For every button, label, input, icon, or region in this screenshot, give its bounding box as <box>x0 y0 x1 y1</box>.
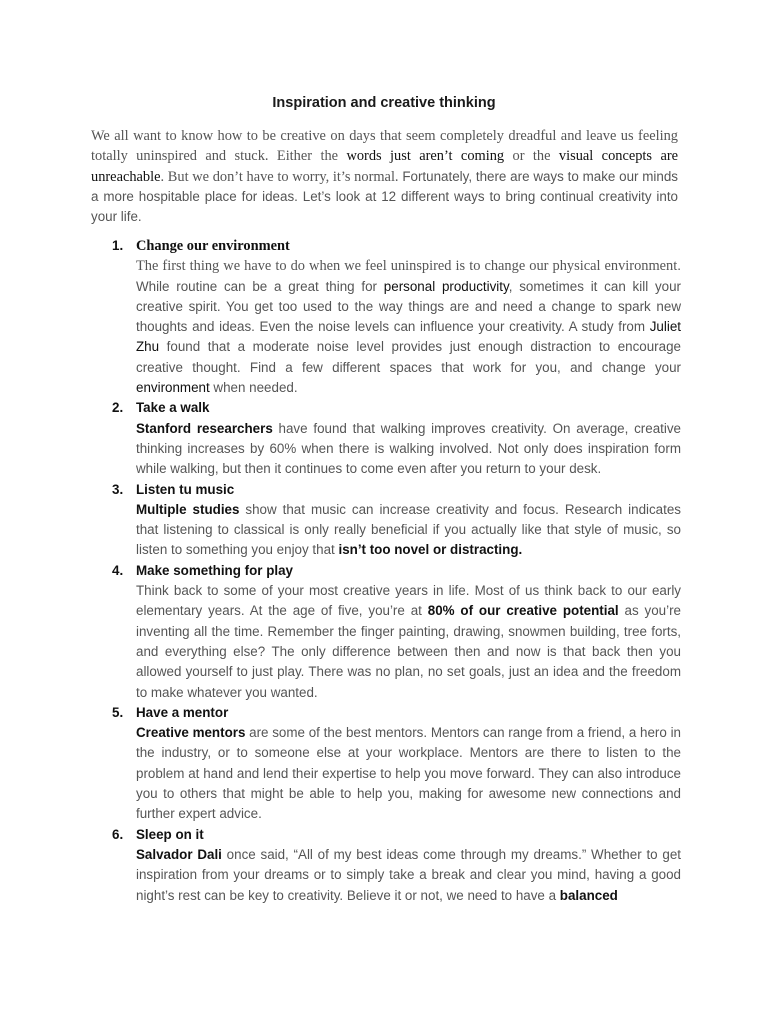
item-link[interactable]: personal productivity <box>383 278 509 294</box>
item-link[interactable]: Creative mentors <box>136 725 246 741</box>
item-body <box>136 581 681 703</box>
intro-text-2: or the <box>504 148 559 165</box>
item-link[interactable]: environment <box>136 380 210 396</box>
item-title: Have a mentor <box>136 704 229 720</box>
list-item <box>91 561 681 703</box>
item-link[interactable]: Multiple studies <box>136 501 240 517</box>
item-link[interactable]: Salvador Dali <box>136 846 222 862</box>
list-item <box>91 480 681 561</box>
item-body <box>136 256 681 398</box>
item-link[interactable]: isn’t too novel or distracting. <box>338 542 523 558</box>
item-body <box>136 723 681 824</box>
list-item <box>91 398 681 479</box>
item-text: once said, “All of my best ideas come through my dreams.” Whether to get inspiration from your dreams or to simply take a break and clear you mind, having a good night’s rest can be key to creativity. Believe it or not, we need to have a <box>136 846 681 903</box>
item-text: are some of the best mentors. Mentors can range from a friend, a hero in the industry, or to someone else at your workplace. Mentors are there to listen to the problem at hand and lend their expertise to help you move forward. They can also introduce you to others that might be able to help you, making for awesome new connections and further expert advice. <box>136 725 681 822</box>
item-body <box>136 845 681 906</box>
item-title: Change our environment <box>136 238 290 254</box>
item-body <box>136 500 681 561</box>
document-title: Inspiration and creative thinking <box>272 95 496 111</box>
list-item <box>91 825 681 906</box>
intro-link-visual[interactable]: visual concepts are unreachable <box>91 148 679 185</box>
intro-text-1: We all want to know how to be creative on days that seem completely dreadful and leave us feeling totally uninspired and stuck. Either the <box>91 128 678 165</box>
intro-paragraph <box>91 126 678 227</box>
item-text: as you’re inventing all the time. Remember the finger painting, drawing, snowmen building, tree forts, and everything else? The only difference between then and now is that back then you allowed yourself to just play. There was no plan, no set goals, just an idea and the freedom to make whatever you wanted. <box>136 603 682 700</box>
item-title: Sleep on it <box>136 826 204 842</box>
item-link[interactable]: Stanford researchers <box>136 420 273 436</box>
item-link[interactable]: 80% of our creative potential <box>427 603 619 619</box>
item-text: . While routine can be a great thing for <box>136 258 681 294</box>
item-number: 4. <box>112 562 124 578</box>
list-item <box>91 703 681 825</box>
tips-list <box>91 236 681 906</box>
item-number: 3. <box>112 481 124 497</box>
item-text: show that music can increase creativity and focus. Research indicates that listening to classical is only really beneficial if you actually like that style of music, so listen to something you enjoy that <box>136 501 681 558</box>
list-item <box>91 236 681 398</box>
item-text: have found that walking improves creativity. On average, creative thinking increases by 60% when there is walking involved. Not only does inspiration form while walking, but then it continues to come even after you return to your desk. <box>136 420 681 477</box>
item-text: found that a moderate noise level provides just enough distraction to encourage creative thought. Find a few different spaces that work for you, and change your <box>136 339 681 375</box>
item-number: 5. <box>112 704 124 720</box>
item-text: when needed. <box>209 380 298 396</box>
item-text: The first thing we have to do when we feel uninspired is to change our physical environment <box>136 258 678 275</box>
item-text: , sometimes it can kill your creative spirit. You get too used to the way things are and need a change to spark new thoughts and ideas. Even the noise levels can influence your creativity. A study from <box>136 278 682 335</box>
item-title: Listen tu music <box>136 481 235 497</box>
item-text: Think back to some of your most creative years in life. Most of us think back to our early elementary years. At the age of five, you’re at <box>136 583 681 619</box>
intro-text-4: Fortunately, there are ways to make our minds a more hospitable place for ideas. Let’s look at 12 different ways to bring continual creativity into your life. <box>91 168 678 225</box>
item-link[interactable]: balanced <box>559 887 618 903</box>
item-body <box>136 419 681 480</box>
intro-text-3: . But we don’t have to worry, it’s normal. <box>160 168 399 185</box>
item-number: 2. <box>112 400 124 416</box>
intro-link-words[interactable]: words just aren’t coming <box>346 148 505 165</box>
item-title: Make something for play <box>136 562 293 578</box>
item-number: 6. <box>112 826 124 842</box>
item-title: Take a walk <box>136 400 210 416</box>
item-link[interactable]: Juliet Zhu <box>136 319 681 355</box>
item-number: 1. <box>112 238 124 253</box>
